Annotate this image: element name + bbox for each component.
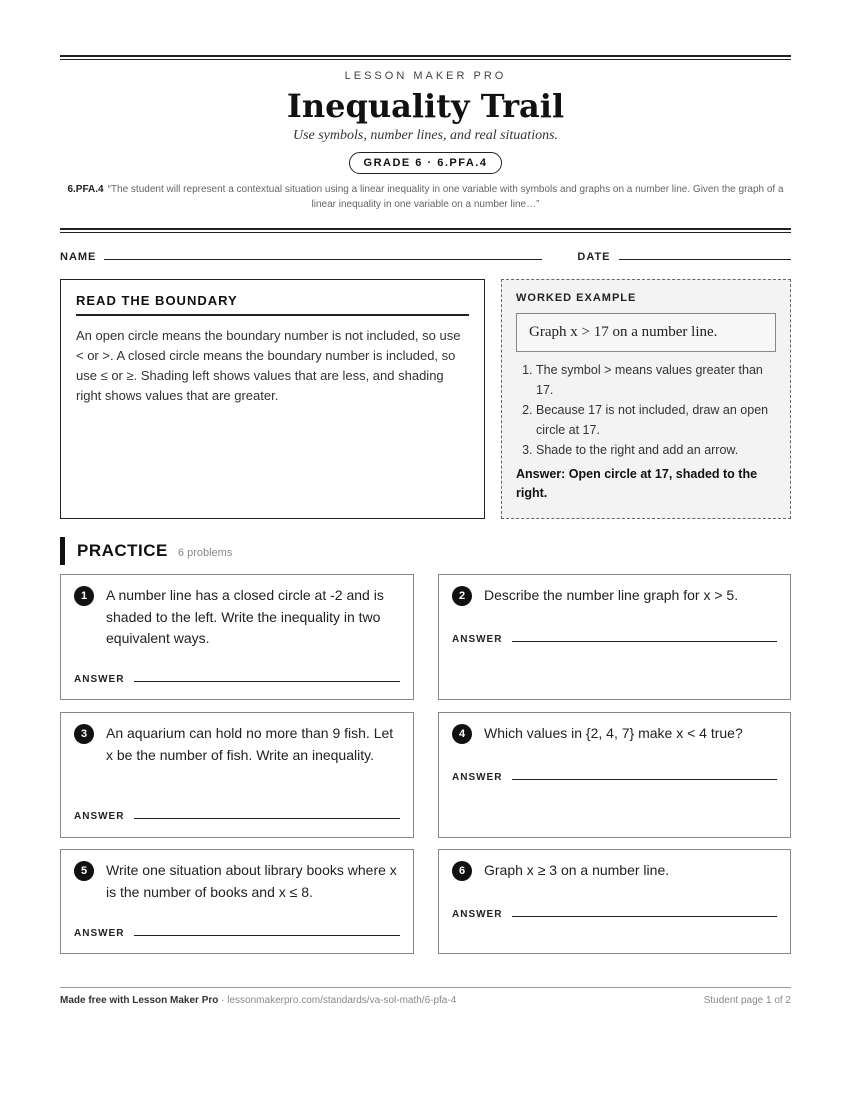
- answer-row: [74, 674, 400, 685]
- brand-name: LESSON MAKER PRO: [344, 70, 507, 82]
- answer-line-4[interactable]: [512, 779, 777, 780]
- name-date-row: [60, 251, 791, 263]
- footer-made-with: Made free with Lesson Maker Pro: [60, 995, 219, 1006]
- practice-header: [60, 537, 791, 565]
- answer-line-2[interactable]: [512, 641, 777, 642]
- answer-line-5[interactable]: [134, 935, 400, 936]
- problem-card-6: [438, 849, 791, 954]
- grade-badge: GRADE 6 · 6.PFA.4: [349, 152, 503, 174]
- answer-row: [452, 634, 777, 645]
- boundary-heading: READ THE BOUNDARY: [76, 293, 469, 316]
- answer-row: [74, 811, 400, 822]
- standard-description: [60, 182, 791, 212]
- answer-line-1[interactable]: [134, 681, 400, 682]
- header-top-rule: [60, 55, 791, 60]
- answer-label: ANSWER: [74, 928, 125, 939]
- problem-card-3: [60, 712, 414, 838]
- problem-card-1: [60, 574, 414, 700]
- problem-text: Graph x ≥ 3 on a number line.: [484, 862, 670, 878]
- answer-label: ANSWER: [452, 634, 503, 645]
- worksheet-page: [60, 0, 791, 974]
- page-footer: [60, 987, 791, 1006]
- worked-example-heading: WORKED EXAMPLE: [516, 292, 637, 304]
- worked-step: 1. The symbol > means values greater than 17.: [536, 360, 776, 400]
- practice-count: 6 problems: [177, 546, 233, 559]
- footer-credit: [60, 995, 456, 1006]
- practice-grid: [60, 574, 791, 974]
- date-field[interactable]: [619, 259, 791, 260]
- footer-url[interactable]: · lessonmakerpro.com/standards/va-sol-math/6-pfa-4: [218, 995, 457, 1006]
- answer-line-3[interactable]: [134, 818, 400, 819]
- worked-example-steps: [516, 360, 776, 460]
- boundary-body: An open circle means the boundary number is not included, so use < or >. A closed circle means the boundary number is included, so use ≤ or ≥. Shading left shows values that are less, and shading right shows values that are greater.: [76, 328, 461, 403]
- name-label: NAME: [60, 251, 97, 263]
- problem-text: A number line has a closed circle at -2 and is shaded to the left. Write the inequality in two equivalent ways.: [106, 587, 384, 646]
- answer-label: ANSWER: [452, 909, 503, 920]
- worked-example-prompt: Graph x > 17 on a number line.: [516, 313, 776, 352]
- answer-label: ANSWER: [74, 674, 125, 685]
- answer-label: ANSWER: [452, 772, 503, 783]
- problem-text: An aquarium can hold no more than 9 fish. Let x be the number of fish. Write an inequality.: [106, 725, 394, 763]
- problem-number-badge: 3: [74, 724, 94, 744]
- problem-card-4: [438, 712, 791, 838]
- practice-heading: PRACTICE: [77, 541, 168, 560]
- footer-page-number: Student page 1 of 2: [703, 995, 791, 1006]
- worked-step: 2. Because 17 is not included, draw an open circle at 17.: [536, 400, 776, 440]
- page-title: Inequality Trail: [286, 87, 565, 125]
- name-field[interactable]: [104, 259, 542, 260]
- standard-code: 6.PFA.4: [67, 184, 104, 195]
- concept-section: [60, 279, 791, 519]
- page-subtitle: Use symbols, number lines, and real situations.: [292, 128, 559, 143]
- answer-row: [452, 772, 777, 783]
- problem-card-2: [438, 574, 791, 700]
- problem-number-badge: 5: [74, 861, 94, 881]
- problem-card-5: [60, 849, 414, 954]
- problem-number-badge: 2: [452, 586, 472, 606]
- answer-line-6[interactable]: [512, 916, 777, 917]
- worked-step: 3. Shade to the right and add an arrow.: [536, 440, 776, 460]
- read-the-boundary-box: [60, 279, 485, 519]
- answer-label: ANSWER: [74, 811, 125, 822]
- problem-text: Describe the number line graph for x > 5.: [484, 587, 739, 603]
- answer-row: [74, 928, 400, 939]
- problem-number-badge: 1: [74, 586, 94, 606]
- problem-text: Which values in {2, 4, 7} make x < 4 true?: [484, 725, 743, 741]
- problem-text: Write one situation about library books where x is the number of books and x ≤ 8.: [106, 862, 397, 900]
- worked-example-box: [501, 279, 791, 519]
- header-bottom-rule: [60, 228, 791, 233]
- problem-number-badge: 4: [452, 724, 472, 744]
- answer-row: [452, 909, 777, 920]
- problem-number-badge: 6: [452, 861, 472, 881]
- date-label: DATE: [577, 251, 611, 263]
- standard-text: “The student will represent a contextual situation using a linear inequality in one variable with symbols and graphs on a number line. Given the graph of a linear inequality in one variable on a number line…”: [107, 184, 784, 210]
- worked-example-answer: Answer: Open circle at 17, shaded to the right.: [516, 467, 758, 500]
